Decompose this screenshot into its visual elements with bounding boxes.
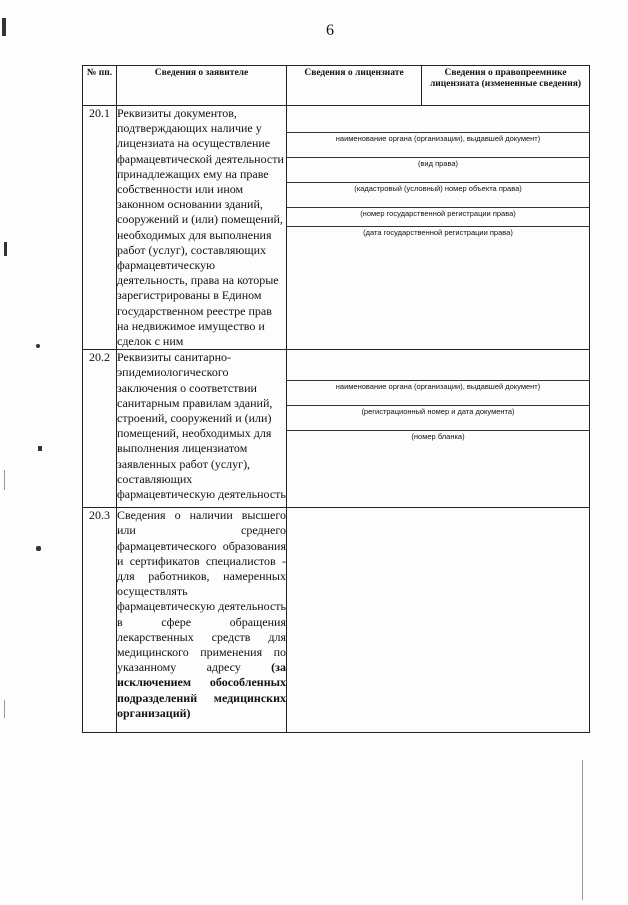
scan-mark [4, 700, 5, 718]
table-row [83, 350, 590, 508]
scan-mark [4, 470, 5, 490]
field-line[interactable] [287, 157, 589, 158]
field-caption: наименование органа (организации), выдавшей документ) [335, 134, 541, 143]
row-number: 20.1 [83, 106, 117, 350]
row-description-bold: (за исключением обособленных подразделений медицинских организаций) [117, 660, 286, 720]
scan-mark [36, 546, 41, 551]
table-row [83, 508, 590, 733]
header-licensee: Сведения о лицензиате [287, 66, 422, 106]
field-line[interactable] [287, 405, 589, 406]
field-caption: (номер бланка) [411, 432, 465, 442]
field-line[interactable] [287, 380, 589, 381]
scan-mark [38, 446, 42, 451]
field-line[interactable] [287, 132, 589, 133]
row-number: 20.2 [83, 350, 117, 508]
row-description-text: Сведения о наличии высшего или среднего фармацевтического образования и сертификатов специалистов - для работников, намеренных осуществлять фармацевтическую деятельность в сфере обращения лекарственных средств для медицинского применения по указанному адресу [117, 508, 286, 675]
form-table [82, 65, 590, 733]
field-caption: (вид права) [417, 159, 459, 168]
field-caption: (кадастровый (условный) номер объекта права) [354, 184, 522, 193]
row-description: Реквизиты документов, подтверждающих наличие у лицензиата на осуществление фармацевтической деятельности принадлежащих ему на праве собственности или ином законном основании зданий, сооружений и (или) помещений, необходимых для выполнения работ (услуг), составляющих фармацевтическую деятельность, права на которые зарегистрированы в Едином государственном реестре прав на недвижимое имущество и сделок с ним [117, 106, 287, 350]
scan-mark [2, 18, 6, 36]
page-number: 6 [326, 22, 334, 39]
header-successor: Сведения о правопреемнике лицензиата (измененные сведения) [422, 66, 590, 106]
field-caption: (номер государственной регистрации права) [360, 209, 516, 218]
scan-mark [582, 760, 583, 900]
field-caption: наименование органа (организации), выдавшей документ) [335, 382, 541, 392]
field-line[interactable] [287, 207, 589, 208]
field-caption: (дата государственной регистрации права) [363, 228, 513, 237]
row-description [117, 508, 287, 733]
row-number: 20.3 [83, 508, 117, 733]
table-row [83, 106, 590, 350]
licensee-fields[interactable] [287, 508, 590, 733]
field-caption: (регистрационный номер и дата документа) [361, 407, 515, 417]
scan-mark [36, 344, 40, 348]
row-description: Реквизиты санитарно-эпидемиологического заключения о соответствии санитарным правилам зданий, строений, сооружений и (или) помещений, необходимых для выполнения лицензиатом заявленных работ (услуг), составляющих фармацевтическую деятельность [117, 350, 287, 508]
licensee-fields [287, 106, 590, 350]
field-line[interactable] [287, 226, 589, 227]
header-num: № пп. [83, 66, 117, 106]
field-line[interactable] [287, 430, 589, 431]
scan-mark [4, 242, 7, 256]
licensee-fields [287, 350, 590, 508]
field-line[interactable] [287, 182, 589, 183]
header-applicant: Сведения о заявителе [117, 66, 287, 106]
header-row [83, 66, 590, 106]
